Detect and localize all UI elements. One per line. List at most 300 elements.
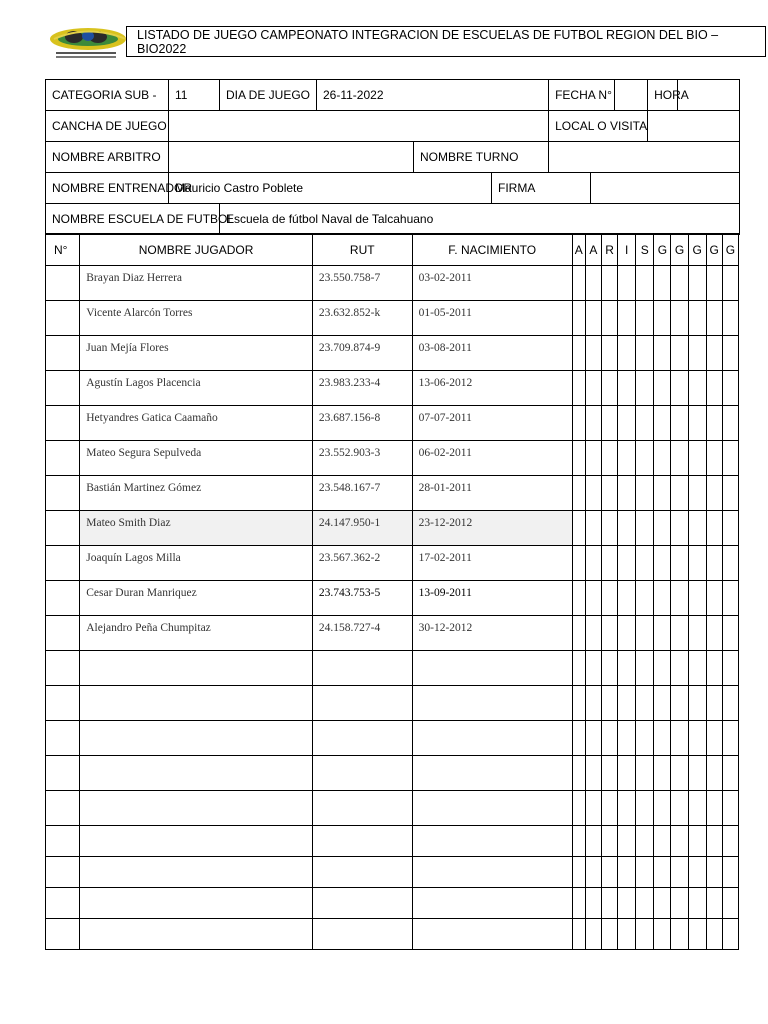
player-rut[interactable]: 23.552.903-3 — [312, 441, 412, 476]
empty-cell[interactable] — [80, 721, 313, 756]
empty-cell[interactable] — [671, 756, 688, 791]
player-rut[interactable]: 24.147.950-1 — [312, 511, 412, 546]
stat-cell[interactable] — [618, 616, 636, 651]
stat-cell[interactable] — [706, 441, 722, 476]
empty-cell[interactable] — [585, 756, 601, 791]
empty-cell[interactable] — [654, 721, 671, 756]
col-header-stat: G — [706, 234, 722, 266]
empty-cell[interactable] — [636, 791, 654, 826]
player-number-cell[interactable] — [46, 441, 80, 476]
empty-cell[interactable] — [706, 826, 722, 857]
stat-cell[interactable] — [654, 371, 671, 406]
empty-cell[interactable] — [706, 721, 722, 756]
player-number-cell[interactable] — [46, 301, 80, 336]
stat-cell[interactable] — [654, 441, 671, 476]
player-number-cell[interactable] — [46, 581, 80, 616]
stat-cell[interactable] — [636, 266, 654, 301]
empty-cell[interactable] — [46, 686, 80, 721]
stat-cell[interactable] — [722, 336, 738, 371]
player-birthdate[interactable]: 03-02-2011 — [412, 266, 572, 301]
empty-cell[interactable] — [722, 756, 738, 791]
stat-cell[interactable] — [572, 546, 585, 581]
empty-cell[interactable] — [412, 721, 572, 756]
stat-cell[interactable] — [601, 581, 617, 616]
empty-cell[interactable] — [722, 721, 738, 756]
stat-cell[interactable] — [671, 616, 688, 651]
stat-cell[interactable] — [722, 301, 738, 336]
stat-cell[interactable] — [722, 371, 738, 406]
stat-cell[interactable] — [654, 581, 671, 616]
empty-cell[interactable] — [688, 919, 706, 950]
stat-cell[interactable] — [636, 406, 654, 441]
empty-cell[interactable] — [636, 686, 654, 721]
stat-cell[interactable] — [601, 546, 617, 581]
fecha-label: FECHA N° — [549, 80, 615, 111]
stat-cell[interactable] — [654, 406, 671, 441]
stat-cell[interactable] — [688, 441, 706, 476]
stat-cell[interactable] — [722, 546, 738, 581]
stat-cell[interactable] — [722, 266, 738, 301]
stat-cell[interactable] — [601, 476, 617, 511]
empty-cell[interactable] — [671, 919, 688, 950]
empty-cell[interactable] — [688, 888, 706, 919]
empty-cell[interactable] — [412, 857, 572, 888]
player-rut[interactable]: 23.743.753-5 — [312, 581, 412, 616]
stat-cell[interactable] — [706, 266, 722, 301]
empty-row — [46, 686, 739, 721]
document-title: LISTADO DE JUEGO CAMPEONATO INTEGRACION DE ESCUELAS DE FUTBOL REGION DEL BIO – BIO2022 — [126, 26, 766, 57]
stat-cell[interactable] — [572, 301, 585, 336]
empty-cell[interactable] — [46, 826, 80, 857]
stat-cell[interactable] — [601, 301, 617, 336]
empty-cell[interactable] — [671, 686, 688, 721]
player-birthdate[interactable]: 07-07-2011 — [412, 406, 572, 441]
empty-cell[interactable] — [688, 756, 706, 791]
empty-cell[interactable] — [572, 857, 585, 888]
empty-cell[interactable] — [636, 826, 654, 857]
player-birthdate[interactable]: 03-08-2011 — [412, 336, 572, 371]
player-birthdate[interactable]: 13-09-2011 — [412, 581, 572, 616]
empty-cell[interactable] — [80, 857, 313, 888]
empty-cell[interactable] — [601, 686, 617, 721]
stat-cell[interactable] — [688, 546, 706, 581]
stat-cell[interactable] — [601, 441, 617, 476]
stat-cell[interactable] — [636, 336, 654, 371]
stat-cell[interactable] — [601, 511, 617, 546]
empty-cell[interactable] — [722, 919, 738, 950]
empty-cell[interactable] — [585, 919, 601, 950]
stat-cell[interactable] — [585, 406, 601, 441]
empty-cell[interactable] — [412, 919, 572, 950]
player-rut[interactable]: 23.709.874-9 — [312, 336, 412, 371]
stat-cell[interactable] — [618, 546, 636, 581]
empty-cell[interactable] — [688, 857, 706, 888]
empty-cell[interactable] — [688, 686, 706, 721]
stat-cell[interactable] — [671, 546, 688, 581]
empty-cell[interactable] — [618, 756, 636, 791]
stat-cell[interactable] — [654, 476, 671, 511]
stat-cell[interactable] — [636, 546, 654, 581]
stat-cell[interactable] — [618, 581, 636, 616]
empty-cell[interactable] — [312, 826, 412, 857]
empty-cell[interactable] — [722, 826, 738, 857]
cancha-label: CANCHA DE JUEGO — [46, 111, 169, 142]
stat-cell[interactable] — [618, 336, 636, 371]
stat-cell[interactable] — [601, 406, 617, 441]
empty-cell[interactable] — [706, 686, 722, 721]
empty-cell[interactable] — [671, 791, 688, 826]
empty-cell[interactable] — [46, 888, 80, 919]
empty-cell[interactable] — [636, 651, 654, 686]
stat-cell[interactable] — [572, 476, 585, 511]
local-visita-value[interactable] — [648, 111, 740, 142]
stat-cell[interactable] — [706, 406, 722, 441]
player-birthdate[interactable]: 30-12-2012 — [412, 616, 572, 651]
empty-cell[interactable] — [654, 857, 671, 888]
stat-cell[interactable] — [636, 371, 654, 406]
empty-cell[interactable] — [671, 826, 688, 857]
stat-cell[interactable] — [722, 511, 738, 546]
stat-cell[interactable] — [688, 266, 706, 301]
empty-cell[interactable] — [706, 756, 722, 791]
player-rut[interactable]: 23.567.362-2 — [312, 546, 412, 581]
empty-cell[interactable] — [46, 721, 80, 756]
stat-cell[interactable] — [722, 441, 738, 476]
stat-cell[interactable] — [654, 301, 671, 336]
player-rut[interactable]: 24.158.727-4 — [312, 616, 412, 651]
empty-cell[interactable] — [572, 791, 585, 826]
empty-cell[interactable] — [601, 888, 617, 919]
stat-cell[interactable] — [706, 371, 722, 406]
stat-cell[interactable] — [585, 441, 601, 476]
player-birthdate[interactable]: 06-02-2011 — [412, 441, 572, 476]
empty-cell[interactable] — [654, 791, 671, 826]
stat-cell[interactable] — [601, 336, 617, 371]
stat-cell[interactable] — [671, 266, 688, 301]
stat-cell[interactable] — [654, 616, 671, 651]
empty-cell[interactable] — [618, 686, 636, 721]
stat-cell[interactable] — [585, 581, 601, 616]
player-number-cell[interactable] — [46, 616, 80, 651]
empty-cell[interactable] — [601, 756, 617, 791]
empty-cell[interactable] — [46, 651, 80, 686]
stat-cell[interactable] — [706, 581, 722, 616]
empty-cell[interactable] — [572, 651, 585, 686]
empty-cell[interactable] — [636, 721, 654, 756]
empty-cell[interactable] — [706, 651, 722, 686]
empty-cell[interactable] — [706, 888, 722, 919]
escuela-value[interactable]: Escuela de fútbol Naval de Talcahuano — [220, 204, 740, 235]
empty-cell[interactable] — [572, 756, 585, 791]
empty-cell[interactable] — [618, 919, 636, 950]
player-rut[interactable]: 23.983.233-4 — [312, 371, 412, 406]
player-name[interactable]: Mateo Smith Diaz — [80, 511, 313, 546]
empty-cell[interactable] — [722, 686, 738, 721]
empty-cell[interactable] — [722, 857, 738, 888]
stat-cell[interactable] — [618, 511, 636, 546]
empty-cell[interactable] — [585, 826, 601, 857]
empty-cell[interactable] — [618, 721, 636, 756]
empty-cell[interactable] — [46, 919, 80, 950]
empty-cell[interactable] — [80, 791, 313, 826]
stat-cell[interactable] — [601, 266, 617, 301]
player-number-cell[interactable] — [46, 406, 80, 441]
empty-cell[interactable] — [654, 651, 671, 686]
fecha-value[interactable] — [615, 80, 648, 111]
stat-cell[interactable] — [601, 371, 617, 406]
stat-cell[interactable] — [572, 616, 585, 651]
stat-cell[interactable] — [636, 581, 654, 616]
empty-cell[interactable] — [671, 721, 688, 756]
stat-cell[interactable] — [654, 511, 671, 546]
empty-cell[interactable] — [572, 826, 585, 857]
empty-cell[interactable] — [572, 686, 585, 721]
stat-cell[interactable] — [688, 406, 706, 441]
stat-cell[interactable] — [688, 371, 706, 406]
stat-cell[interactable] — [585, 301, 601, 336]
dia-de-juego-value[interactable]: 26-11-2022 — [317, 80, 549, 111]
player-number-cell[interactable] — [46, 546, 80, 581]
stat-cell[interactable] — [636, 301, 654, 336]
empty-cell[interactable] — [722, 651, 738, 686]
stat-cell[interactable] — [572, 336, 585, 371]
match-info-form — [45, 79, 740, 235]
empty-cell[interactable] — [312, 756, 412, 791]
stat-cell[interactable] — [722, 616, 738, 651]
empty-cell[interactable] — [601, 857, 617, 888]
empty-cell[interactable] — [706, 919, 722, 950]
stat-cell[interactable] — [618, 441, 636, 476]
stat-cell[interactable] — [585, 336, 601, 371]
empty-cell[interactable] — [654, 756, 671, 791]
stat-cell[interactable] — [688, 581, 706, 616]
stat-cell[interactable] — [636, 441, 654, 476]
empty-cell[interactable] — [636, 756, 654, 791]
player-number-cell[interactable] — [46, 336, 80, 371]
stat-cell[interactable] — [706, 301, 722, 336]
firma-value[interactable] — [591, 173, 740, 204]
empty-cell[interactable] — [412, 791, 572, 826]
stat-cell[interactable] — [654, 336, 671, 371]
stat-cell[interactable] — [671, 406, 688, 441]
player-rut[interactable]: 23.687.156-8 — [312, 406, 412, 441]
empty-cell[interactable] — [636, 888, 654, 919]
empty-cell[interactable] — [312, 721, 412, 756]
empty-cell[interactable] — [585, 721, 601, 756]
player-birthdate[interactable]: 13-06-2012 — [412, 371, 572, 406]
categoria-value[interactable]: 11 — [169, 80, 220, 111]
player-birthdate[interactable]: 17-02-2011 — [412, 546, 572, 581]
stat-cell[interactable] — [671, 301, 688, 336]
empty-cell[interactable] — [601, 919, 617, 950]
entrenador-value[interactable]: Mauricio Castro Poblete — [169, 173, 492, 204]
empty-cell[interactable] — [412, 651, 572, 686]
stat-cell[interactable] — [572, 441, 585, 476]
stat-cell[interactable] — [572, 511, 585, 546]
empty-cell[interactable] — [636, 919, 654, 950]
empty-cell[interactable] — [706, 791, 722, 826]
stat-cell[interactable] — [688, 511, 706, 546]
stat-cell[interactable] — [572, 266, 585, 301]
player-rut[interactable]: 23.550.758-7 — [312, 266, 412, 301]
empty-cell[interactable] — [412, 686, 572, 721]
stat-cell[interactable] — [688, 336, 706, 371]
stat-cell[interactable] — [706, 336, 722, 371]
stat-cell[interactable] — [654, 546, 671, 581]
stat-cell[interactable] — [722, 581, 738, 616]
empty-cell[interactable] — [706, 857, 722, 888]
arbitro-value[interactable] — [169, 142, 414, 173]
empty-cell[interactable] — [312, 919, 412, 950]
player-name[interactable]: Mateo Segura Sepulveda — [80, 441, 313, 476]
player-name[interactable]: Vicente Alarcón Torres — [80, 301, 313, 336]
stat-cell[interactable] — [636, 616, 654, 651]
empty-cell[interactable] — [688, 791, 706, 826]
empty-cell[interactable] — [80, 888, 313, 919]
empty-cell[interactable] — [671, 651, 688, 686]
stat-cell[interactable] — [618, 301, 636, 336]
stat-cell[interactable] — [688, 301, 706, 336]
stat-cell[interactable] — [585, 371, 601, 406]
empty-cell[interactable] — [654, 826, 671, 857]
player-birthdate[interactable]: 28-01-2011 — [412, 476, 572, 511]
player-name[interactable]: Agustín Lagos Placencia — [80, 371, 313, 406]
stat-cell[interactable] — [706, 476, 722, 511]
player-rut[interactable]: 23.632.852-k — [312, 301, 412, 336]
player-number-cell[interactable] — [46, 511, 80, 546]
player-name[interactable]: Bastián Martinez Gómez — [80, 476, 313, 511]
stat-cell[interactable] — [688, 476, 706, 511]
empty-cell[interactable] — [572, 721, 585, 756]
empty-cell[interactable] — [654, 686, 671, 721]
empty-cell[interactable] — [585, 888, 601, 919]
empty-cell[interactable] — [46, 857, 80, 888]
stat-cell[interactable] — [722, 406, 738, 441]
empty-cell[interactable] — [80, 826, 313, 857]
empty-cell[interactable] — [80, 651, 313, 686]
player-rut[interactable]: 23.548.167-7 — [312, 476, 412, 511]
empty-cell[interactable] — [601, 651, 617, 686]
stat-cell[interactable] — [722, 476, 738, 511]
player-name[interactable]: Juan Mejía Flores — [80, 336, 313, 371]
player-number-cell[interactable] — [46, 476, 80, 511]
empty-cell[interactable] — [636, 857, 654, 888]
stat-cell[interactable] — [671, 476, 688, 511]
player-name[interactable]: Joaquín Lagos Milla — [80, 546, 313, 581]
empty-cell[interactable] — [412, 826, 572, 857]
empty-cell[interactable] — [585, 686, 601, 721]
player-name[interactable]: Brayan Diaz Herrera — [80, 266, 313, 301]
player-name[interactable]: Cesar Duran Manriquez — [80, 581, 313, 616]
player-number-cell[interactable] — [46, 266, 80, 301]
stat-cell[interactable] — [636, 511, 654, 546]
empty-cell[interactable] — [312, 686, 412, 721]
empty-cell[interactable] — [688, 826, 706, 857]
turno-value[interactable] — [549, 142, 740, 173]
empty-cell[interactable] — [312, 791, 412, 826]
cancha-value[interactable] — [169, 111, 549, 142]
empty-cell[interactable] — [412, 756, 572, 791]
stat-cell[interactable] — [585, 546, 601, 581]
empty-cell[interactable] — [618, 651, 636, 686]
stat-cell[interactable] — [671, 371, 688, 406]
stat-cell[interactable] — [618, 476, 636, 511]
col-header-rut: RUT — [312, 234, 412, 266]
stat-cell[interactable] — [671, 336, 688, 371]
empty-cell[interactable] — [585, 857, 601, 888]
empty-cell[interactable] — [312, 888, 412, 919]
empty-cell[interactable] — [618, 826, 636, 857]
stat-cell[interactable] — [585, 266, 601, 301]
player-birthdate[interactable]: 01-05-2011 — [412, 301, 572, 336]
stat-cell[interactable] — [585, 616, 601, 651]
stat-cell[interactable] — [572, 371, 585, 406]
empty-cell[interactable] — [722, 791, 738, 826]
empty-cell[interactable] — [412, 888, 572, 919]
stat-cell[interactable] — [585, 511, 601, 546]
player-number-cell[interactable] — [46, 371, 80, 406]
empty-cell[interactable] — [671, 888, 688, 919]
empty-cell[interactable] — [601, 826, 617, 857]
stat-cell[interactable] — [671, 581, 688, 616]
empty-cell[interactable] — [312, 857, 412, 888]
empty-cell[interactable] — [601, 721, 617, 756]
empty-cell[interactable] — [722, 888, 738, 919]
stat-cell[interactable] — [618, 371, 636, 406]
stat-cell[interactable] — [572, 406, 585, 441]
empty-cell[interactable] — [601, 791, 617, 826]
empty-cell[interactable] — [618, 857, 636, 888]
stat-cell[interactable] — [585, 476, 601, 511]
empty-cell[interactable] — [688, 721, 706, 756]
player-name[interactable]: Hetyandres Gatica Caamaño — [80, 406, 313, 441]
empty-cell[interactable] — [654, 888, 671, 919]
empty-cell[interactable] — [618, 888, 636, 919]
empty-cell[interactable] — [80, 919, 313, 950]
empty-cell[interactable] — [618, 791, 636, 826]
empty-cell[interactable] — [80, 756, 313, 791]
empty-cell[interactable] — [654, 919, 671, 950]
player-row — [46, 406, 739, 441]
empty-cell[interactable] — [572, 888, 585, 919]
player-name[interactable]: Alejandro Peña Chumpitaz — [80, 616, 313, 651]
stat-cell[interactable] — [654, 266, 671, 301]
stat-cell[interactable] — [706, 511, 722, 546]
empty-cell[interactable] — [46, 756, 80, 791]
stat-cell[interactable] — [618, 406, 636, 441]
stat-cell[interactable] — [706, 546, 722, 581]
stat-cell[interactable] — [636, 476, 654, 511]
empty-cell[interactable] — [671, 857, 688, 888]
stat-cell[interactable] — [671, 441, 688, 476]
empty-cell[interactable] — [688, 651, 706, 686]
player-birthdate[interactable]: 23-12-2012 — [412, 511, 572, 546]
empty-cell[interactable] — [585, 791, 601, 826]
empty-cell[interactable] — [46, 791, 80, 826]
stat-cell[interactable] — [688, 616, 706, 651]
empty-cell[interactable] — [312, 651, 412, 686]
stat-cell[interactable] — [601, 616, 617, 651]
local-visita-label: LOCAL O VISITA — [549, 111, 648, 142]
stat-cell[interactable] — [572, 581, 585, 616]
col-header-stat: I — [618, 234, 636, 266]
empty-cell[interactable] — [585, 651, 601, 686]
stat-cell[interactable] — [618, 266, 636, 301]
empty-cell[interactable] — [572, 919, 585, 950]
stat-cell[interactable] — [671, 511, 688, 546]
stat-cell[interactable] — [706, 616, 722, 651]
empty-cell[interactable] — [80, 686, 313, 721]
